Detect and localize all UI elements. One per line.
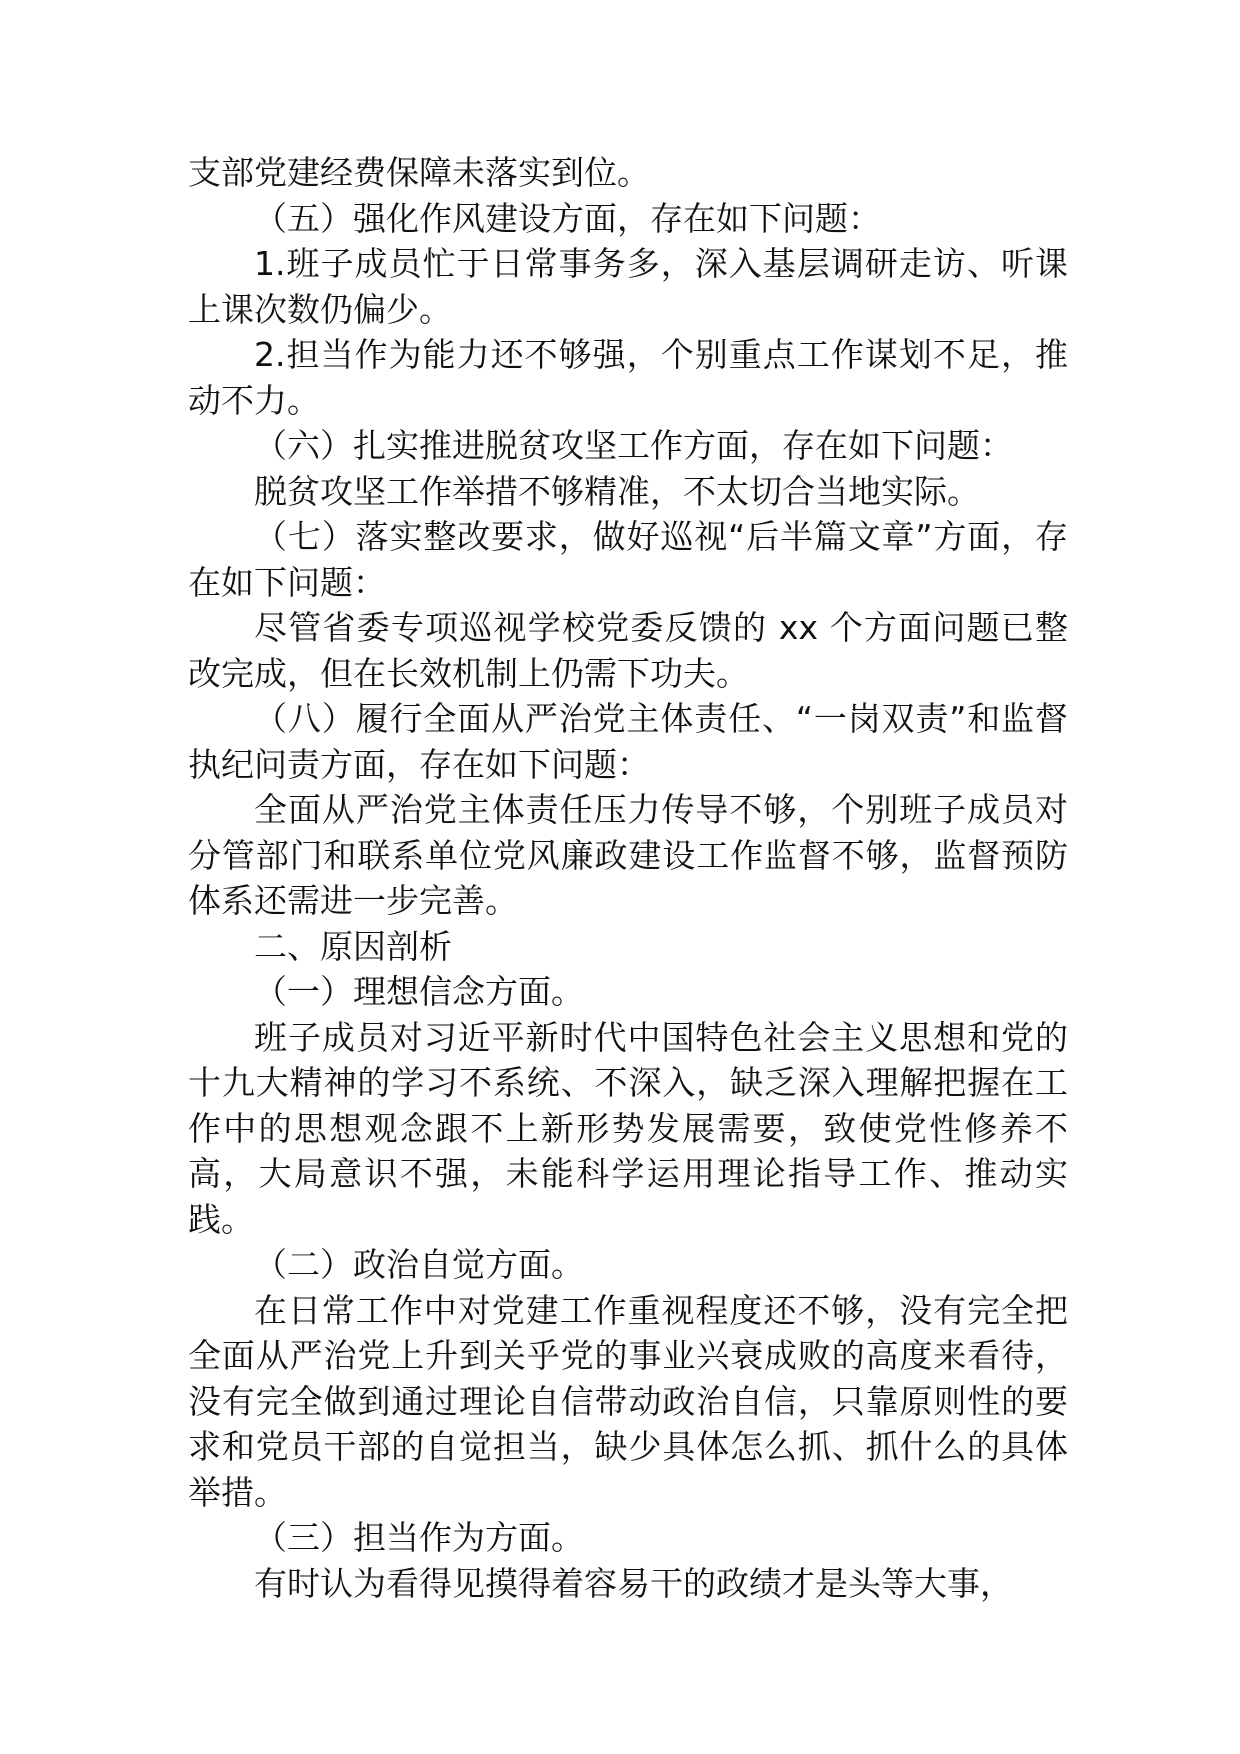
paragraph-cause-2: 在日常工作中对党建工作重视程度还不够，没有完全把全面从严治党上升到关乎党的事业兴衰成败的高度来看待，没有完全做到通过理论自信带动政治自信，只靠原则性的要求和党员干部的自觉担当，缺少具体怎么抓、抓什么的具体举措。 — [188, 1290, 1068, 1512]
paragraph-responsibility-issue: 全面从严治党主体责任压力传导不够，个别班子成员对分管部门和联系单位党风廉政建设工作监督不够，监督预防体系还需进一步完善。 — [188, 790, 1068, 920]
paragraph-inspection-issue: 尽管省委专项巡视学校党委反馈的 xx 个方面问题已整改完成，但在长效机制上仍需下功夫。 — [188, 608, 1068, 693]
heading-section-5: （五）强化作风建设方面，存在如下问题： — [254, 198, 881, 238]
paragraph-cause-3: 有时认为看得见摸得着容易干的政绩才是头等大事， — [254, 1563, 1013, 1603]
heading-cause-3: （三）担当作为方面。 — [254, 1518, 584, 1557]
paragraph-poverty-issue: 脱贫攻坚工作举措不够精准，不太切合当地实际。 — [254, 471, 980, 511]
paragraph-item-1: 1.班子成员忙于日常事务多，深入基层调研走访、听课上课次数仍偏少。 — [188, 244, 1068, 329]
heading-cause-1: （一）理想信念方面。 — [254, 972, 584, 1011]
paragraph-item-2: 2.担当作为能力还不够强，个别重点工作谋划不足，推动不力。 — [188, 335, 1068, 420]
heading-section-8: （八）履行全面从严治党主体责任、“一岗双责”和监督执纪问责方面，存在如下问题： — [188, 699, 1068, 784]
document-body — [188, 150, 1068, 1606]
heading-cause-analysis: 二、原因剖析 — [254, 926, 452, 966]
paragraph-funding-issue: 支部党建经费保障未落实到位。 — [188, 153, 650, 192]
heading-section-6: （六）扎实推进脱贫攻坚工作方面，存在如下问题： — [254, 426, 1013, 465]
heading-section-7: （七）落实整改要求，做好巡视“后半篇文章”方面，存在如下问题： — [188, 517, 1068, 602]
heading-cause-2: （二）政治自觉方面。 — [254, 1245, 584, 1284]
paragraph-cause-1: 班子成员对习近平新时代中国特色社会主义思想和党的十九大精神的学习不系统、不深入，缺乏深入理解把握在工作中的思想观念跟不上新形势发展需要，致使党性修养不高，大局意识不强，未能科学运用理论指导工作、推动实践。 — [188, 1017, 1068, 1239]
